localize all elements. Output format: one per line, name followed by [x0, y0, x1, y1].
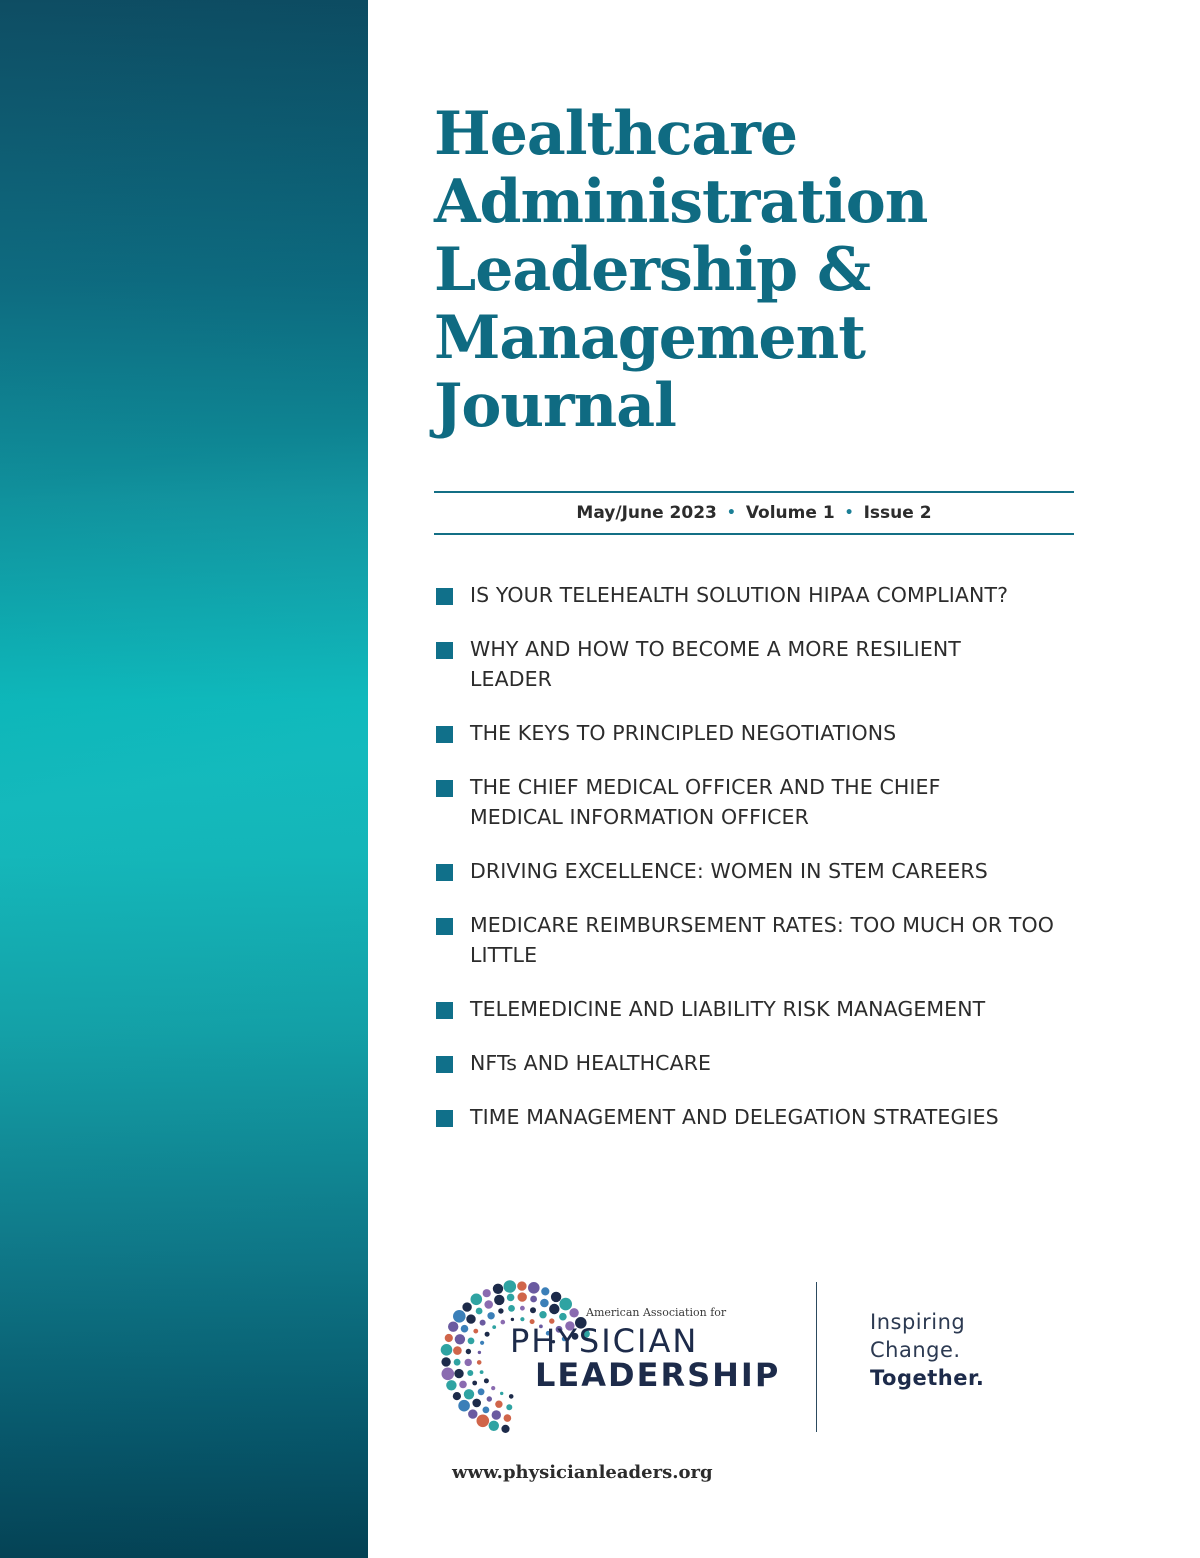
article-item — [434, 994, 1084, 1024]
logo-dot — [508, 1305, 515, 1312]
logo-dot — [487, 1396, 492, 1401]
tagline — [870, 1308, 984, 1392]
logo-dot — [472, 1381, 477, 1386]
square-bullet-icon — [436, 864, 453, 881]
issue-number: Issue 2 — [863, 503, 932, 523]
logo-dot — [467, 1370, 473, 1376]
logo-dot — [498, 1308, 503, 1313]
logo-dot — [504, 1280, 517, 1293]
square-bullet-icon — [436, 726, 453, 743]
logo-dot — [442, 1368, 455, 1381]
logo-dot — [465, 1359, 472, 1366]
logo-dot — [540, 1299, 549, 1308]
logo-dot — [480, 1341, 484, 1345]
logo-dot — [478, 1351, 481, 1354]
logo-dot — [448, 1322, 458, 1332]
logo-dot — [472, 1399, 481, 1408]
logo-dot — [520, 1306, 525, 1311]
logo-dot — [446, 1380, 456, 1390]
square-bullet-icon — [436, 1002, 453, 1019]
logo-dot — [491, 1386, 495, 1390]
logo-dot — [453, 1310, 466, 1323]
logo-dot — [473, 1329, 478, 1334]
logo-dot — [441, 1344, 453, 1356]
logo-dot — [504, 1414, 512, 1422]
logo-dot — [480, 1370, 484, 1374]
logo-dot — [461, 1325, 469, 1333]
logo-dot — [501, 1320, 506, 1325]
article-list — [434, 580, 1084, 1156]
logo-dot — [445, 1334, 453, 1342]
logo-dot — [539, 1311, 546, 1318]
square-bullet-icon — [436, 780, 453, 797]
separator-dot: • — [726, 505, 736, 521]
article-item — [434, 634, 1030, 694]
title-line: Journal — [434, 371, 676, 441]
logo-dot — [462, 1302, 471, 1311]
article-item — [434, 772, 1030, 832]
logo-dot — [507, 1294, 515, 1302]
issue-date: May/June 2023 — [576, 503, 717, 523]
logo-dot — [459, 1381, 467, 1389]
logo-dot — [509, 1394, 514, 1399]
article-title: NFTs AND HEALTHCARE — [470, 1051, 712, 1075]
article-item — [434, 580, 1084, 610]
article-title: WHY AND HOW TO BECOME A MORE RESILIENT LEADER — [470, 637, 961, 691]
article-title: THE CHIEF MEDICAL OFFICER AND THE CHIEF MEDICAL INFORMATION OFFICER — [470, 775, 941, 829]
logo-dot — [480, 1320, 486, 1326]
tagline-line: Together. — [870, 1366, 985, 1390]
logo-dot — [453, 1392, 461, 1400]
website-url: www.physicianleaders.org — [452, 1462, 713, 1483]
issue-volume: Volume 1 — [745, 503, 835, 523]
article-item — [434, 718, 1084, 748]
issue-info-bar — [434, 491, 1074, 535]
logo-dot — [559, 1313, 567, 1321]
logo-dot — [455, 1334, 465, 1344]
tagline-line: Change. — [870, 1338, 961, 1362]
logo-dot — [530, 1296, 537, 1303]
title-line: Leadership & — [434, 235, 871, 305]
logo-dot — [458, 1400, 470, 1412]
journal-title — [434, 100, 1094, 440]
square-bullet-icon — [436, 1056, 453, 1073]
article-title: TELEMEDICINE AND LIABILITY RISK MANAGEMENT — [470, 997, 986, 1021]
tagline-line: Inspiring — [870, 1310, 966, 1334]
logo-dot — [492, 1325, 496, 1329]
logo-dot — [528, 1282, 540, 1294]
logo-dot — [495, 1401, 502, 1408]
title-line: Healthcare — [434, 99, 798, 169]
logo-dot — [454, 1369, 463, 1378]
logo-dot — [468, 1409, 477, 1418]
square-bullet-icon — [436, 642, 453, 659]
logo-dot — [500, 1392, 503, 1395]
square-bullet-icon — [436, 1110, 453, 1127]
logo-dot — [511, 1318, 514, 1321]
square-bullet-icon — [436, 918, 453, 935]
logo-dot — [559, 1298, 572, 1311]
logo-small-text: American Association for — [586, 1306, 727, 1319]
logo-dot — [530, 1307, 536, 1313]
logo-leadership-text: LEADERSHIP — [535, 1356, 781, 1394]
article-item — [434, 1048, 1084, 1078]
logo-dot — [506, 1404, 512, 1410]
logo-dot — [489, 1421, 499, 1431]
side-color-band — [0, 0, 368, 1558]
logo-dot — [494, 1295, 504, 1305]
logo-dot — [501, 1425, 509, 1433]
logo-dot — [551, 1292, 561, 1302]
logo-dot — [492, 1410, 501, 1419]
article-item — [434, 856, 1084, 886]
logo-physician-text: PHYSICIAN — [510, 1322, 699, 1360]
logo-dot — [517, 1281, 526, 1290]
aapl-logo — [438, 1278, 798, 1434]
logo-dot — [476, 1308, 483, 1315]
article-title: IS YOUR TELEHEALTH SOLUTION HIPAA COMPLIANT? — [470, 583, 1009, 607]
logo-dot — [464, 1389, 474, 1399]
title-line: Management — [434, 303, 865, 373]
logo-dot — [518, 1292, 527, 1301]
logo-dot — [478, 1388, 485, 1395]
logo-dot — [466, 1349, 471, 1354]
separator-dot: • — [844, 505, 854, 521]
logo-dot — [541, 1287, 549, 1295]
title-line: Administration — [434, 167, 928, 237]
logo-dot — [468, 1338, 475, 1345]
article-title: TIME MANAGEMENT AND DELEGATION STRATEGIES — [470, 1105, 999, 1129]
logo-dot — [466, 1314, 475, 1323]
logo-dot — [483, 1289, 491, 1297]
logo-dot — [483, 1407, 490, 1414]
logo-dot — [477, 1415, 490, 1428]
logo-dot — [477, 1360, 482, 1365]
logo-dot — [471, 1294, 483, 1306]
vertical-divider — [816, 1282, 817, 1432]
logo-dot — [487, 1312, 494, 1319]
article-title: DRIVING EXCELLENCE: WOMEN IN STEM CAREERS — [470, 859, 988, 883]
logo-dot — [493, 1284, 503, 1294]
article-item — [434, 910, 1110, 970]
logo-dot — [549, 1304, 559, 1314]
logo-dot — [569, 1308, 578, 1317]
square-bullet-icon — [436, 588, 453, 605]
article-title: MEDICARE REIMBURSEMENT RATES: TOO MUCH OR TOO LITTLE — [470, 913, 1054, 967]
logo-dot — [484, 1378, 489, 1383]
logo-dot — [454, 1359, 461, 1366]
logo-dot — [453, 1346, 462, 1355]
article-item — [434, 1102, 1084, 1132]
logo-dot — [485, 1332, 490, 1337]
article-title: THE KEYS TO PRINCIPLED NEGOTIATIONS — [470, 721, 897, 745]
logo-dot — [520, 1317, 524, 1321]
logo-dot — [484, 1300, 493, 1309]
logo-dot — [441, 1357, 450, 1366]
